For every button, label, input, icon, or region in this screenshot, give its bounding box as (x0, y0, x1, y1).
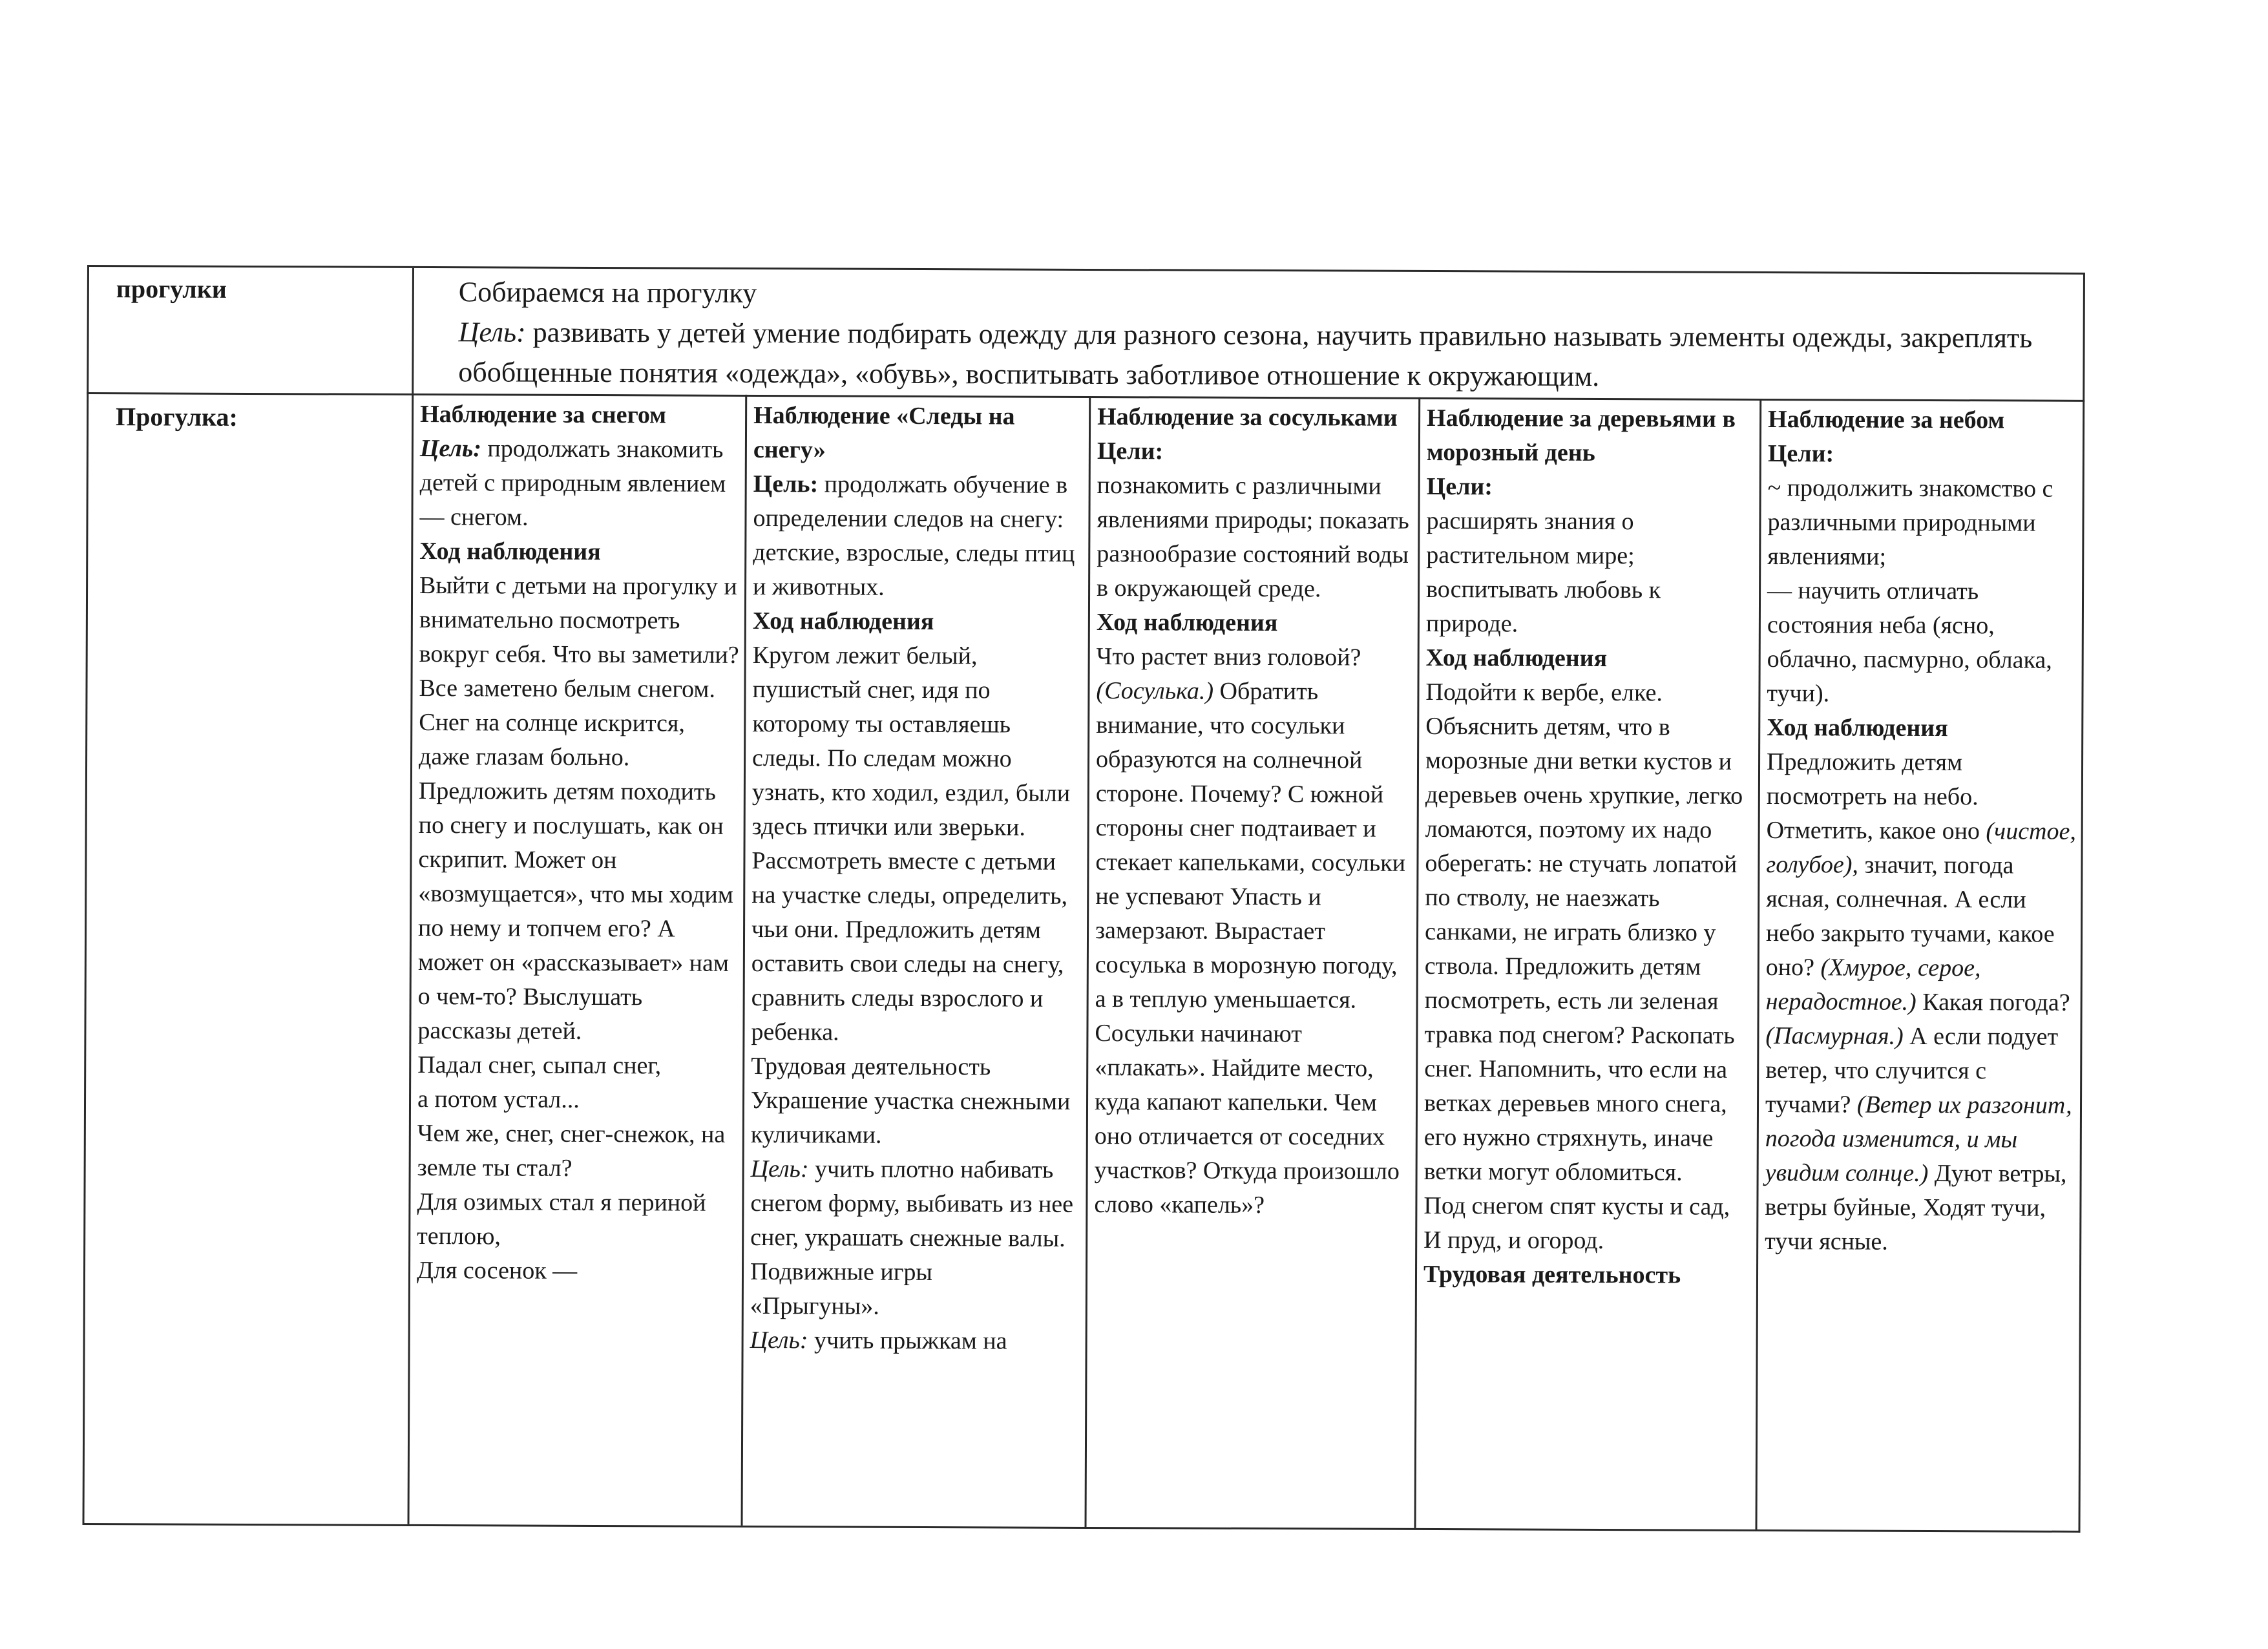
observation-title: Наблюдение за деревьями в морозный день (1426, 404, 1736, 467)
work-goal (750, 1152, 1081, 1256)
observation-body: Кругом лежит белый, пушистый снег, идя по которому ты оставляешь следы. По следам можно узнать, кто ходил, ездил, были здесь птички или зверьки. Рассмотреть вместе с детьми на участке следы, определить, чьи они. Предложить детям оставить свои следы на снегу, сравнить следы взрослого и ребенка. (751, 641, 1071, 1046)
games-label: Подвижные игры (750, 1257, 933, 1287)
goal-item: ~ продолжить знакомство с различными природными явлениями; (1767, 474, 2053, 571)
games-goal (750, 1323, 1080, 1359)
observation-body: Подойти к вербе, елке. Объяснить детям, что в морозные дни ветки кустов и деревьев очень хрупкие, легко ломаются, поэтому их надо оберегать: не стучать лопатой по стволу, не наезжать санками, не играть близко у ствола. Предложить детям посмотреть, есть ли зеленая травка под снегом? Раскопать снег. Напомнить, что если на ветках деревьев много снега, его нужно стряхнуть, иначе ветки могут обломиться. (1423, 678, 1743, 1186)
observation-goal (753, 467, 1084, 605)
activity-goal (425, 312, 2066, 399)
goal-label: Цели: (1767, 439, 1834, 468)
goal-label: Цель: (419, 434, 481, 463)
table-row-preparation (87, 265, 2085, 402)
goal-text: учить плотно набивать снегом форму, выбивать из нее снег, украшать снежные валы. (750, 1155, 1074, 1252)
poem-line: а потом устал... (417, 1085, 580, 1113)
work-label: Трудовая деятельность (751, 1052, 991, 1081)
column-divider (412, 268, 414, 394)
goal-label: Цели: (1097, 437, 1164, 465)
goal-label: Цель: (750, 1155, 809, 1183)
body-part: (чистое, голубое), (1766, 817, 2077, 879)
observation-title: Наблюдение за небом (1768, 405, 2005, 434)
observation-column-icicles (1085, 396, 1419, 1528)
table-row-walk (83, 392, 2085, 1533)
observation-title: Наблюдение за сосульками (1097, 403, 1398, 432)
goal-item: — научить отличать состояния неба (ясно, облачно, пасмурно, облака, тучи). (1767, 576, 2052, 708)
observation-title: Наблюдение «Следы на снегу» (753, 401, 1015, 464)
riddle-answer: (Сосулька.) (1096, 677, 1214, 705)
body-part: (Пасмурная.) (1765, 1022, 1904, 1050)
body-part: (Ветер их разгонит, погода изменится, и мы увидим солнце.) (1765, 1091, 2072, 1187)
games-text: «Прыгуны». (750, 1292, 879, 1320)
course-label: Ход наблюдения (1767, 713, 1948, 742)
poem-line: Падал снег, сыпал снег, (417, 1051, 662, 1080)
body-part: Предложить детям посмотреть на небо. Отметить, какое оно (1766, 748, 1986, 845)
row-content (425, 272, 2066, 399)
observation-column-trees (1414, 397, 1760, 1529)
observation-body (1094, 640, 1412, 1223)
observation-title: Наблюдение за снегом (420, 400, 667, 429)
row-label: прогулки (116, 274, 227, 304)
observation-body (1765, 745, 2078, 1260)
course-label: Ход наблюдения (752, 607, 934, 636)
row-label: Прогулка: (116, 402, 238, 432)
body-text: Что растет вниз головой? (1096, 643, 1361, 671)
poem-line: Чем же, снег, снег-снежок, на земле ты стал? (417, 1119, 726, 1182)
goal-text: познакомить с различными явлениями природы; показать разнообразие состояний воды в окружающей среде. (1097, 472, 1409, 603)
course-label: Ход наблюдения (1096, 609, 1278, 637)
course-label: Ход наблюдения (419, 537, 601, 566)
goal-label: Цель: (753, 470, 819, 498)
goal-text: продолжать знакомить детей с природным явлением — снегом. (419, 435, 726, 531)
poem-line: Под снегом спят кусты и сад, (1423, 1192, 1730, 1221)
goal-label: Цели: (1426, 472, 1493, 501)
observation-column-footprints (741, 395, 1089, 1527)
document-table (83, 265, 2085, 1533)
poem-line: Для озимых стал я периной теплою, (417, 1188, 706, 1250)
goal-text: расширять знания о растительном мире; воспитывать любовь к природе. (1425, 507, 1661, 638)
goal-text: развивать у детей умение подбирать одежду для разного сезона, научить правильно называть элементы одежды, закреплять обобщенные понятия «одежда», «обувь», воспитывать заботливое отношение к окружающим. (458, 316, 2033, 392)
body-text: Обратить внимание, что сосульки образуются на солнечной стороне. Почему? С южной стороны снег подтаивает и стекает капельками, сосульки не успевают Упасть и замерзают. Вырастает сосулька в морозную погоду, а в теплую уменьшается. Сосульки начинают «плакать». Найдите место, куда капают капельки. Чем оно отличается от соседних участков? Откуда произошло слово «капель»? (1094, 677, 1406, 1219)
work-text: Украшение участка снежными куличиками. (750, 1086, 1071, 1149)
body-part: значит, погода ясная, солнечная. А если небо закрыто тучами, какое оно? (1765, 851, 2055, 982)
poem-line: Для сосенок — (416, 1256, 578, 1285)
body-part: А если подует ветер, что случится с тучами? (1765, 1022, 2059, 1119)
work-label: Трудовая деятельность (1423, 1260, 1681, 1289)
body-part: (Хмурое, серое, нерадостное.) (1765, 954, 1981, 1016)
body-part: Дуют ветры, ветры буйные, Ходят тучи, тучи ясные. (1765, 1159, 2067, 1255)
observation-goal (419, 432, 740, 536)
goal-text: продолжать обучение в определении следов на снегу: детские, взрослые, следы птиц и животных. (753, 470, 1075, 601)
body-part: Какая погода? (1916, 988, 2070, 1016)
goal-text: учить прыжкам на (808, 1327, 1007, 1355)
observation-column-snow (408, 394, 746, 1526)
goal-label: Цель: (750, 1326, 808, 1354)
observation-column-sky (1756, 399, 2085, 1531)
course-label: Ход наблюдения (1425, 644, 1608, 673)
goal-label: Цель: (458, 316, 526, 348)
activity-heading: Собираемся на прогулку (458, 276, 757, 309)
poem-line: И пруд, и огород. (1423, 1226, 1604, 1255)
observation-body: Выйти с детьми на прогулку и внимательно посмотреть вокруг себя. Что вы заметили? Все заметено белым снегом. Снег на солнце искрится, даже глазам больно. Предложить детям походить по снегу и послушать, как он скрипит. Может он «возмущается», что мы ходим по нему и топчем его? А может он «рассказывает» нам о чем-то? Выслушать рассказы детей. (417, 571, 739, 1045)
